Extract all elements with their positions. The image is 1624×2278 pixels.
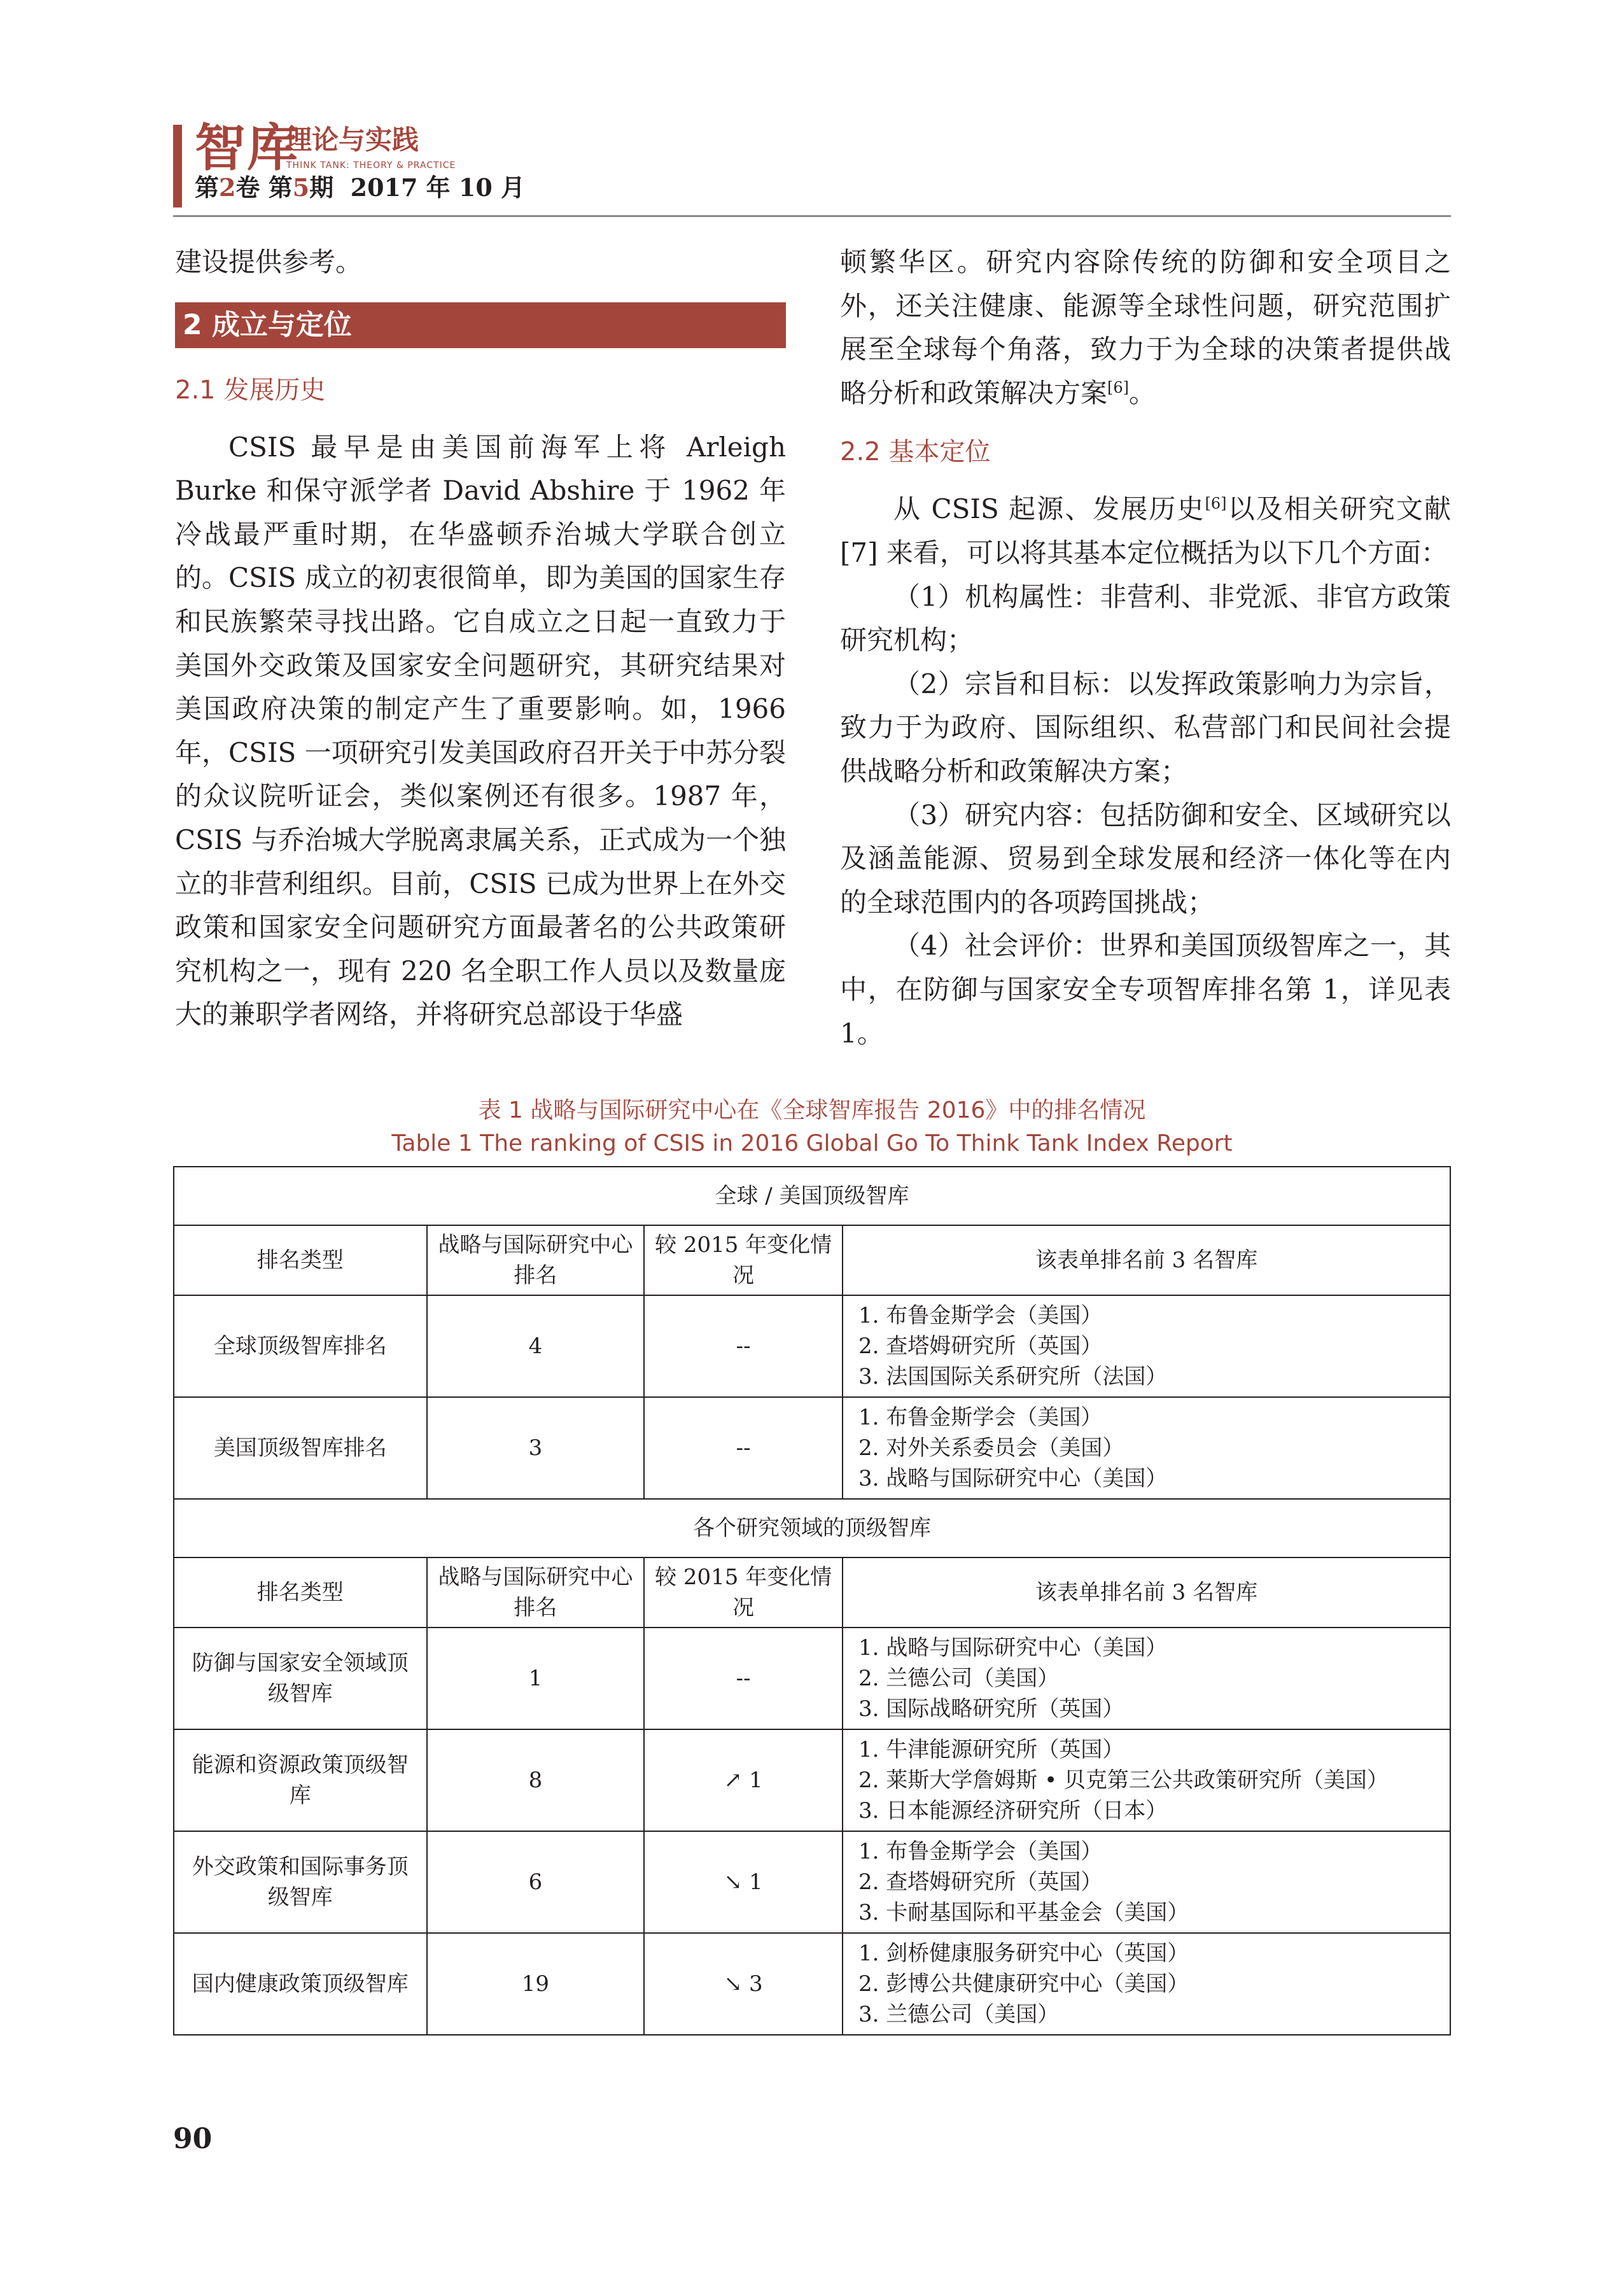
csis-rank: 6 xyxy=(427,1831,645,1933)
issue-info xyxy=(195,172,525,204)
right-column xyxy=(840,241,1451,1055)
csis-rank: 4 xyxy=(427,1295,645,1397)
header-row xyxy=(174,1225,1450,1295)
intro-text-b: 以及相关研究文献 [7] 来看，可以将其基本定位概括为以下几个方面： xyxy=(840,493,1451,568)
issue-prefix: 第 xyxy=(268,173,293,202)
header-row xyxy=(174,1557,1450,1628)
rank-change: ↘ 1 xyxy=(644,1831,843,1933)
top3-item: 3. 日本能源经济研究所（日本） xyxy=(858,1798,1168,1824)
table-row xyxy=(174,1729,1450,1831)
csis-rank: 3 xyxy=(427,1397,645,1499)
rank-type: 能源和资源政策顶级智库 xyxy=(174,1729,427,1831)
rank-change: -- xyxy=(644,1397,843,1499)
subsection-heading-history: 2.1 发展历史 xyxy=(175,375,326,405)
group-title: 全球 / 美国顶级智库 xyxy=(174,1167,1450,1225)
group-title: 各个研究领域的顶级智库 xyxy=(174,1499,1450,1557)
top3-item: 2. 彭博公共健康研究中心（美国） xyxy=(858,1971,1189,1997)
rank-type: 美国顶级智库排名 xyxy=(174,1397,427,1499)
header-type: 排名类型 xyxy=(174,1225,427,1295)
top3-item: 3. 法国国际关系研究所（法国） xyxy=(858,1364,1168,1389)
rank-type: 全球顶级智库排名 xyxy=(174,1295,427,1397)
positioning-item: （1）机构属性：非营利、非党派、非官方政策研究机构； xyxy=(840,580,1451,656)
top3-item: 1. 牛津能源研究所（英国） xyxy=(858,1737,1124,1762)
top3-item: 1. 布鲁金斯学会（美国） xyxy=(858,1303,1103,1328)
issue-suffix: 期 xyxy=(309,173,334,202)
top3-item: 1. 布鲁金斯学会（美国） xyxy=(858,1839,1103,1864)
top3-list xyxy=(843,1628,1450,1729)
group-title-row xyxy=(174,1167,1450,1225)
table-caption-en: Table 1 The ranking of CSIS in 2016 Global Go To Think Tank Index Report xyxy=(391,1130,1233,1157)
positioning-item: （4）社会评价：世界和美国顶级智库之一，其中，在防御与国家安全专项智库排名第 1，详见表 1。 xyxy=(840,930,1451,1049)
csis-rank: 19 xyxy=(427,1933,645,2035)
rank-change: ↗ 1 xyxy=(644,1729,843,1831)
intro-text-a: 从 CSIS 起源、发展历史 xyxy=(893,493,1205,525)
header-top3: 该表单排名前 3 名智库 xyxy=(843,1225,1450,1295)
table-row xyxy=(174,1933,1450,2035)
issue-number: 5 xyxy=(292,173,310,202)
page-number: 90 xyxy=(173,2123,213,2155)
rank-change: -- xyxy=(644,1628,843,1729)
csis-rank: 8 xyxy=(427,1729,645,1831)
rank-type: 国内健康政策顶级智库 xyxy=(174,1933,427,2035)
table-caption-zh: 表 1 战略与国际研究中心在《全球智库报告 2016》中的排名情况 xyxy=(478,1097,1146,1123)
csis-rank: 1 xyxy=(427,1628,645,1729)
top3-item: 3. 卡耐基国际和平基金会（美国） xyxy=(858,1900,1189,1925)
top3-list xyxy=(843,1831,1450,1933)
rank-type: 防御与国家安全领域顶级智库 xyxy=(174,1628,427,1729)
journal-title: 理论与实践 xyxy=(285,124,419,155)
top3-list xyxy=(843,1729,1450,1831)
subsection-heading-positioning: 2.2 基本定位 xyxy=(840,437,991,467)
table-row xyxy=(174,1628,1450,1729)
header-top3: 该表单排名前 3 名智库 xyxy=(843,1557,1450,1628)
issue-date: 2017 年 10 月 xyxy=(350,173,526,202)
table-row xyxy=(174,1831,1450,1933)
header-csis-rank: 战略与国际研究中心排名 xyxy=(427,1225,645,1295)
top3-item: 1. 战略与国际研究中心（美国） xyxy=(858,1635,1168,1661)
continued-end: 。 xyxy=(1129,377,1156,409)
continued-paragraph xyxy=(840,241,1451,415)
table-row xyxy=(174,1295,1450,1397)
header-csis-rank: 战略与国际研究中心排名 xyxy=(427,1557,645,1628)
vol-prefix: 第 xyxy=(195,173,220,202)
top3-item: 2. 查塔姆研究所（英国） xyxy=(858,1333,1103,1359)
brand-accent-bar xyxy=(173,125,182,207)
top3-item: 2. 莱斯大学詹姆斯 • 贝克第三公共政策研究所（美国） xyxy=(858,1768,1389,1793)
continued-text: 顿繁华区。研究内容除传统的防御和安全项目之外，还关注健康、能源等全球性问题，研究范围扩展至全球每个角落，致力于为全球的决策者提供战略分析和政策解决方案 xyxy=(840,246,1451,409)
header-type: 排名类型 xyxy=(174,1557,427,1628)
top3-item: 2. 对外关系委员会（美国） xyxy=(858,1435,1124,1461)
header-change: 较 2015 年变化情况 xyxy=(644,1557,843,1628)
volume-number: 2 xyxy=(219,173,236,202)
top3-list xyxy=(843,1933,1450,2035)
citation-ref: [6] xyxy=(1107,378,1130,397)
top3-item: 3. 国际战略研究所（英国） xyxy=(858,1696,1124,1722)
left-column xyxy=(175,241,786,1037)
positioning-item: （2）宗旨和目标：以发挥政策影响力为宗旨，致力于为政府、国际组织、私营部门和民间社会提供战略分析和政策解决方案； xyxy=(840,668,1451,787)
journal-logo: 智库 xyxy=(195,118,299,178)
header-change: 较 2015 年变化情况 xyxy=(644,1225,843,1295)
top3-list xyxy=(843,1295,1450,1397)
top3-item: 3. 兰德公司（美国） xyxy=(858,2002,1060,2027)
journal-subtitle: THINK TANK: THEORY & PRACTICE xyxy=(286,160,456,171)
top3-item: 2. 查塔姆研究所（英国） xyxy=(858,1869,1103,1895)
ranking-table xyxy=(173,1166,1451,2035)
history-paragraph: CSIS 最早是由美国前海军上将 Arleigh Burke 和保守派学者 David Abshire 于 1962 年冷战最严重时期，在华盛顿乔治城大学联合创立的。CSIS 成立的初衷很简单，即为美国的国家生存和民族繁荣寻找出路。它自成立之日起一直致力于美国外交政策及国家安全问题研究，其研究结果对美国政府决策的制定产生了重要影响。如，1966 年，CSIS 一项研究引发美国政府召开关于中苏分裂的众议院听证会，类似案例还有很多。1987 年，CSIS 与乔治城大学脱离隶属关系，正式成为一个独立的非营利组织。目前，CSIS 已成为世界上在外交政策和国家安全问题研究方面最著名的公共政策研究机构之一，现有 220 名全职工作人员以及数量庞大的兼职学者网络，并将研究总部设于华盛 xyxy=(175,431,786,1030)
top3-list xyxy=(843,1397,1450,1499)
citation-ref: [6] xyxy=(1205,495,1227,513)
intro-tail: 建设提供参考。 xyxy=(175,246,363,278)
vol-suffix: 卷 xyxy=(235,173,260,202)
rank-change: ↘ 3 xyxy=(644,1933,843,2035)
header-divider xyxy=(173,215,1451,217)
top3-item: 2. 兰德公司（美国） xyxy=(858,1666,1060,1691)
top3-item: 3. 战略与国际研究中心（美国） xyxy=(858,1466,1168,1491)
positioning-item: （3）研究内容：包括防御和安全、区域研究以及涵盖能源、贸易到全球发展和经济一体化等在内的全球范围内的各项跨国挑战； xyxy=(840,799,1451,918)
section-heading: 2 成立与定位 xyxy=(175,302,786,348)
top3-item: 1. 布鲁金斯学会（美国） xyxy=(858,1405,1103,1430)
positioning-intro xyxy=(840,488,1451,575)
top3-item: 1. 剑桥健康服务研究中心（英国） xyxy=(858,1941,1189,1966)
rank-change: -- xyxy=(644,1295,843,1397)
group-title-row xyxy=(174,1499,1450,1557)
rank-type: 外交政策和国际事务顶级智库 xyxy=(174,1831,427,1933)
table-row xyxy=(174,1397,1450,1499)
